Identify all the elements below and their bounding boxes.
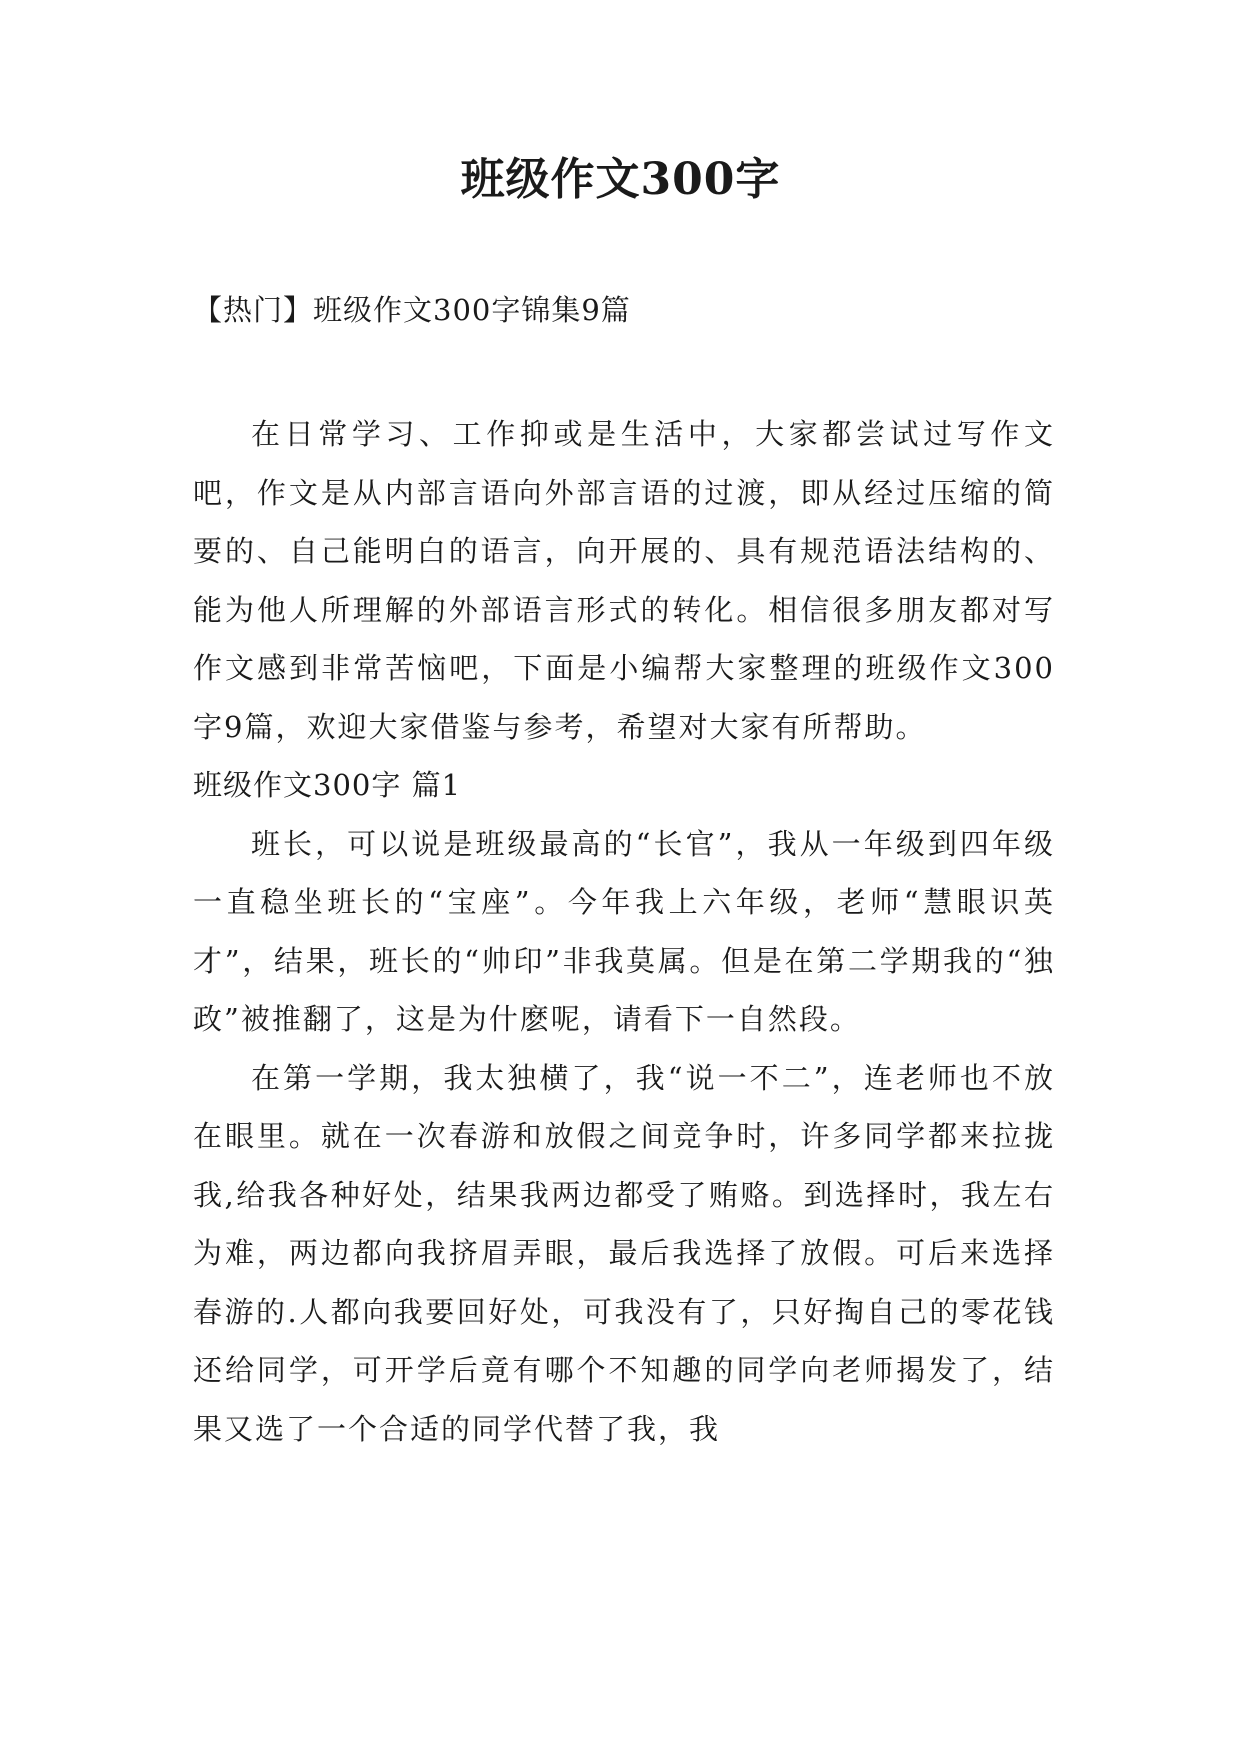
body-paragraph-2: 在第一学期，我太独横了，我“说一不二”，连老师也不放在眼里。就在一次春游和放假之间竞争时，许多同学都来拉拢我,给我各种好处，结果我两边都受了贿赂。到选择时，我左右为难，两边都向我挤眉弄眼，最后我选择了放假。可后来选择春游的.人都向我要回好处，可我没有了，只好掏自己的零花钱还给同学，可开学后竟有哪个不知趣的同学向老师揭发了，结果又选了一个合适的同学代替了我，我 bbox=[193, 1060, 1055, 1446]
section-heading: 班级作文300字 篇1 bbox=[193, 768, 462, 802]
body-paragraph-1: 班长，可以说是班级最高的“长官”，我从一年级到四年级一直稳坐班长的“宝座”。今年我上六年级，老师“慧眼识英才”，结果，班长的“帅印”非我莫属。但是在第二学期我的“独政”被推翻了，这是为什麽呢，请看下一自然段。 bbox=[193, 826, 1055, 1036]
intro-paragraph: 在日常学习、工作抑或是生活中，大家都尝试过写作文吧，作文是从内部言语向外部言语的过渡，即从经过压缩的简要的、自己能明白的语言，向开展的、具有规范语法结构的、能为他人所理解的外部语言形式的转化。相信很多朋友都对写作文感到非常苦恼吧，下面是小编帮大家整理的班级作文300字9篇，欢迎大家借鉴与参考，希望对大家有所帮助。 bbox=[193, 417, 1055, 744]
document-body bbox=[193, 405, 1055, 1458]
document-title: 班级作文300字 bbox=[460, 154, 781, 205]
document-subtitle: 【热门】班级作文300字锦集9篇 bbox=[193, 293, 631, 327]
